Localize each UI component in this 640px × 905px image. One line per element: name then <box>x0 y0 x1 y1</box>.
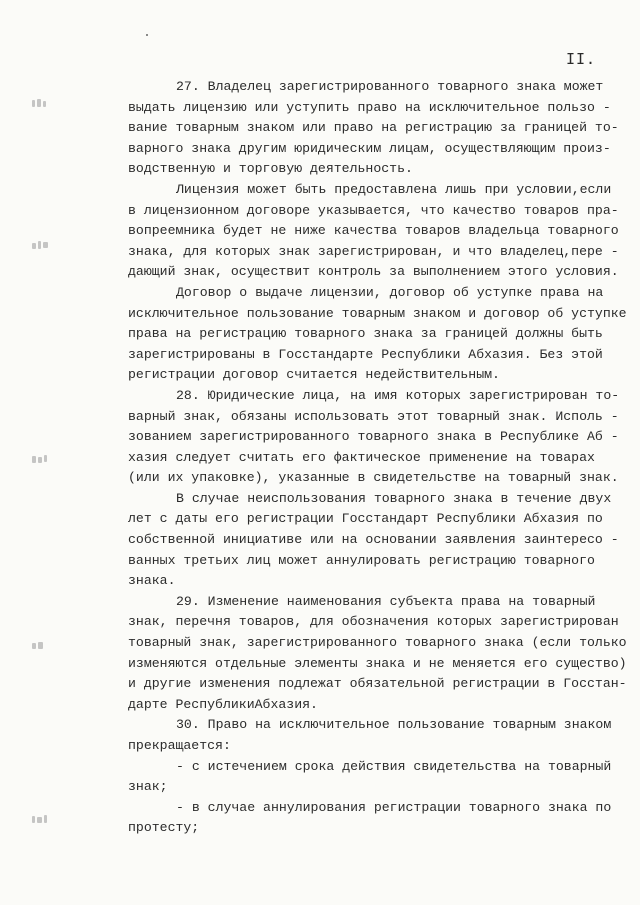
text-line: Лицензия может быть предоставлена лишь при условии,если <box>176 181 612 197</box>
margin-mark <box>30 814 52 824</box>
text-line: регистрации договор считается недействительным. <box>128 367 500 383</box>
text-line: знак, перечня товаров, для обозначения которых зарегистрирован <box>128 614 619 630</box>
text-line: вание товарным знаком или право на регистрацию за границей то- <box>128 120 619 136</box>
text-line: 29. Изменение наименования субъекта права на товарный <box>176 593 596 609</box>
scan-speck <box>146 34 148 36</box>
paragraph <box>128 715 612 756</box>
text-line: - в случае аннулирования регистрации товарного знака по <box>176 799 612 815</box>
text-line: выдать лицензию или уступить право на исключительное пользо - <box>128 99 611 115</box>
margin-mark <box>30 640 52 650</box>
margin-mark <box>30 454 52 464</box>
text-line: (или их упаковке), указанные в свидетельстве на товарный знак. <box>128 470 619 486</box>
text-line: знака, для которых знак зарегистрирован, и что владелец,пере - <box>128 243 619 259</box>
text-line: зарегистрированы в Госстандарте Республики Абхазия. Без этой <box>128 346 603 362</box>
margin-mark <box>30 98 52 108</box>
text-line: хазия следует считать его фактическое применение на товарах <box>128 449 595 465</box>
paragraph <box>128 592 627 716</box>
text-line: Договор о выдаче лицензии, договор об уступке права на <box>176 284 604 300</box>
text-line: протесту; <box>128 820 200 836</box>
margin-mark <box>30 240 52 250</box>
paragraph <box>128 798 612 839</box>
text-line: прекращается: <box>128 738 231 753</box>
text-line: зованием зарегистрированного товарного знака в Республике Аб - <box>128 429 619 445</box>
paragraph <box>128 489 619 592</box>
paragraph <box>128 180 619 283</box>
text-line: В случае неиспользования товарного знака в течение двух <box>176 490 612 506</box>
text-line: дарте РеспубликиАбхазия. <box>128 696 318 712</box>
text-line: варного знака другим юридическим лицам, осуществляющим произ- <box>128 140 611 156</box>
text-line: вопреемника будет не ниже качества товаров владельца товарного <box>128 223 619 239</box>
text-line: товарный знак, зарегистрированного товарного знака (если только <box>128 635 627 651</box>
text-line: знак; <box>128 779 168 795</box>
text-line: дающий знак, осуществит контроль за выполнением этого условия. <box>128 264 619 280</box>
paragraph <box>128 386 620 489</box>
text-line: водственную и торговую деятельность. <box>128 161 413 177</box>
paragraph <box>128 757 612 798</box>
text-line: варный знак, обязаны использовать этот товарный знак. Исполь - <box>128 408 619 424</box>
text-line: ванных третьих лиц может аннулировать регистрацию товарного <box>128 552 595 568</box>
text-line: 28. Юридические лица, на имя которых зарегистрирован то- <box>176 387 620 403</box>
text-line: в лицензионном договоре указывается, что качество товаров пра- <box>128 202 619 218</box>
text-line: знака. <box>128 573 176 589</box>
text-line: 30. Право на исключительное пользование товарным знаком <box>176 717 612 733</box>
paragraph <box>128 283 627 386</box>
text-line: лет с даты его регистрации Госстандарт Республики Абхазия по <box>128 511 603 527</box>
text-line: права на регистрацию товарного знака за границей должны быть <box>128 326 603 342</box>
text-line: исключительное пользование товарным знаком и договор об уступке <box>128 305 627 321</box>
text-line: и другие изменения подлежат обязательной регистрации в Госстан- <box>128 676 627 692</box>
text-line: собственной инициативе или на основании заявления заинтересо - <box>128 532 619 548</box>
text-line: 27. Владелец зарегистрированного товарного знака может <box>176 79 604 94</box>
text-line: изменяются отдельные элементы знака и не меняется его существо) <box>128 655 627 671</box>
page-number: II. <box>566 50 597 68</box>
document-body <box>128 77 627 839</box>
paragraph <box>128 77 619 180</box>
text-line: - с истечением срока действия свидетельства на товарный <box>176 758 612 774</box>
